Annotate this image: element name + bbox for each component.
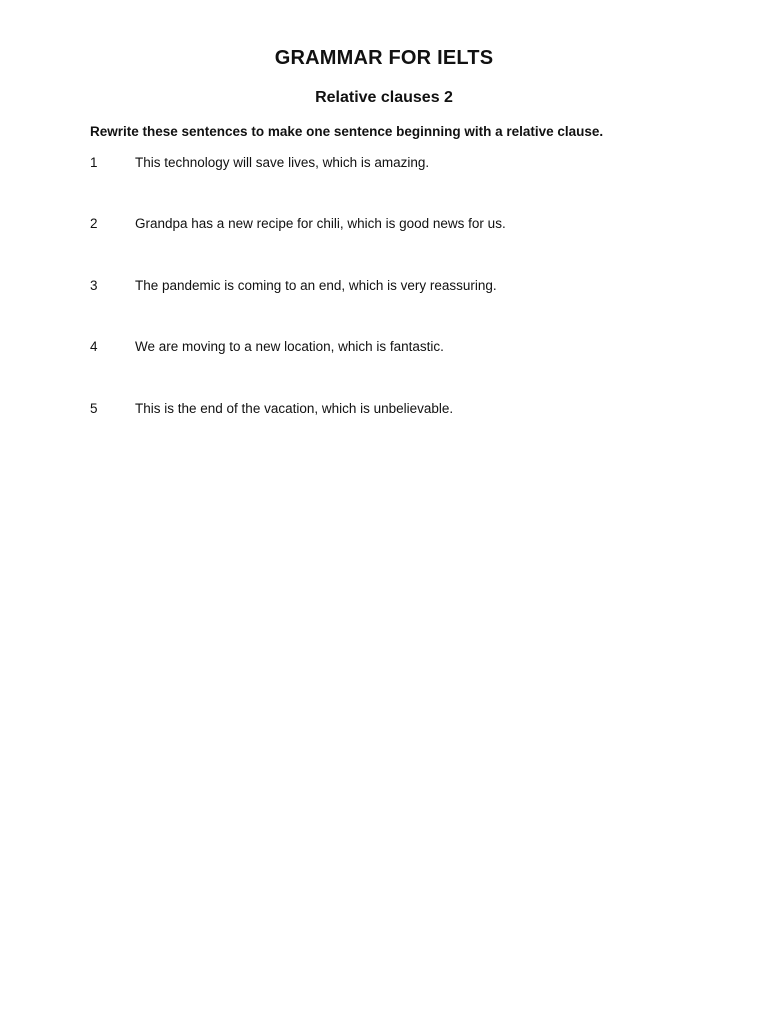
exercise-item-4 — [90, 339, 710, 359]
item-number: 1 — [90, 155, 98, 170]
item-sentence: This is the end of the vacation, which is unbelievable. — [135, 401, 454, 416]
exercise-item-5 — [90, 401, 710, 421]
exercise-item-1 — [90, 155, 710, 175]
item-number: 2 — [90, 216, 98, 231]
item-number: 4 — [90, 339, 98, 354]
item-sentence: Grandpa has a new recipe for chili, which is good news for us. — [135, 216, 506, 231]
item-number: 3 — [90, 278, 98, 293]
exercise-item-3 — [90, 278, 710, 298]
item-sentence: We are moving to a new location, which is fantastic. — [135, 339, 444, 354]
item-sentence: The pandemic is coming to an end, which is very reassuring. — [135, 278, 497, 293]
item-sentence: This technology will save lives, which is amazing. — [135, 155, 430, 170]
item-number: 5 — [90, 401, 98, 416]
page-subtitle: Relative clauses 2 — [315, 89, 453, 106]
instruction-text: Rewrite these sentences to make one sentence beginning with a relative clause. — [90, 124, 604, 139]
page-title: GRAMMAR FOR IELTS — [274, 47, 494, 69]
exercise-item-2 — [90, 216, 710, 236]
